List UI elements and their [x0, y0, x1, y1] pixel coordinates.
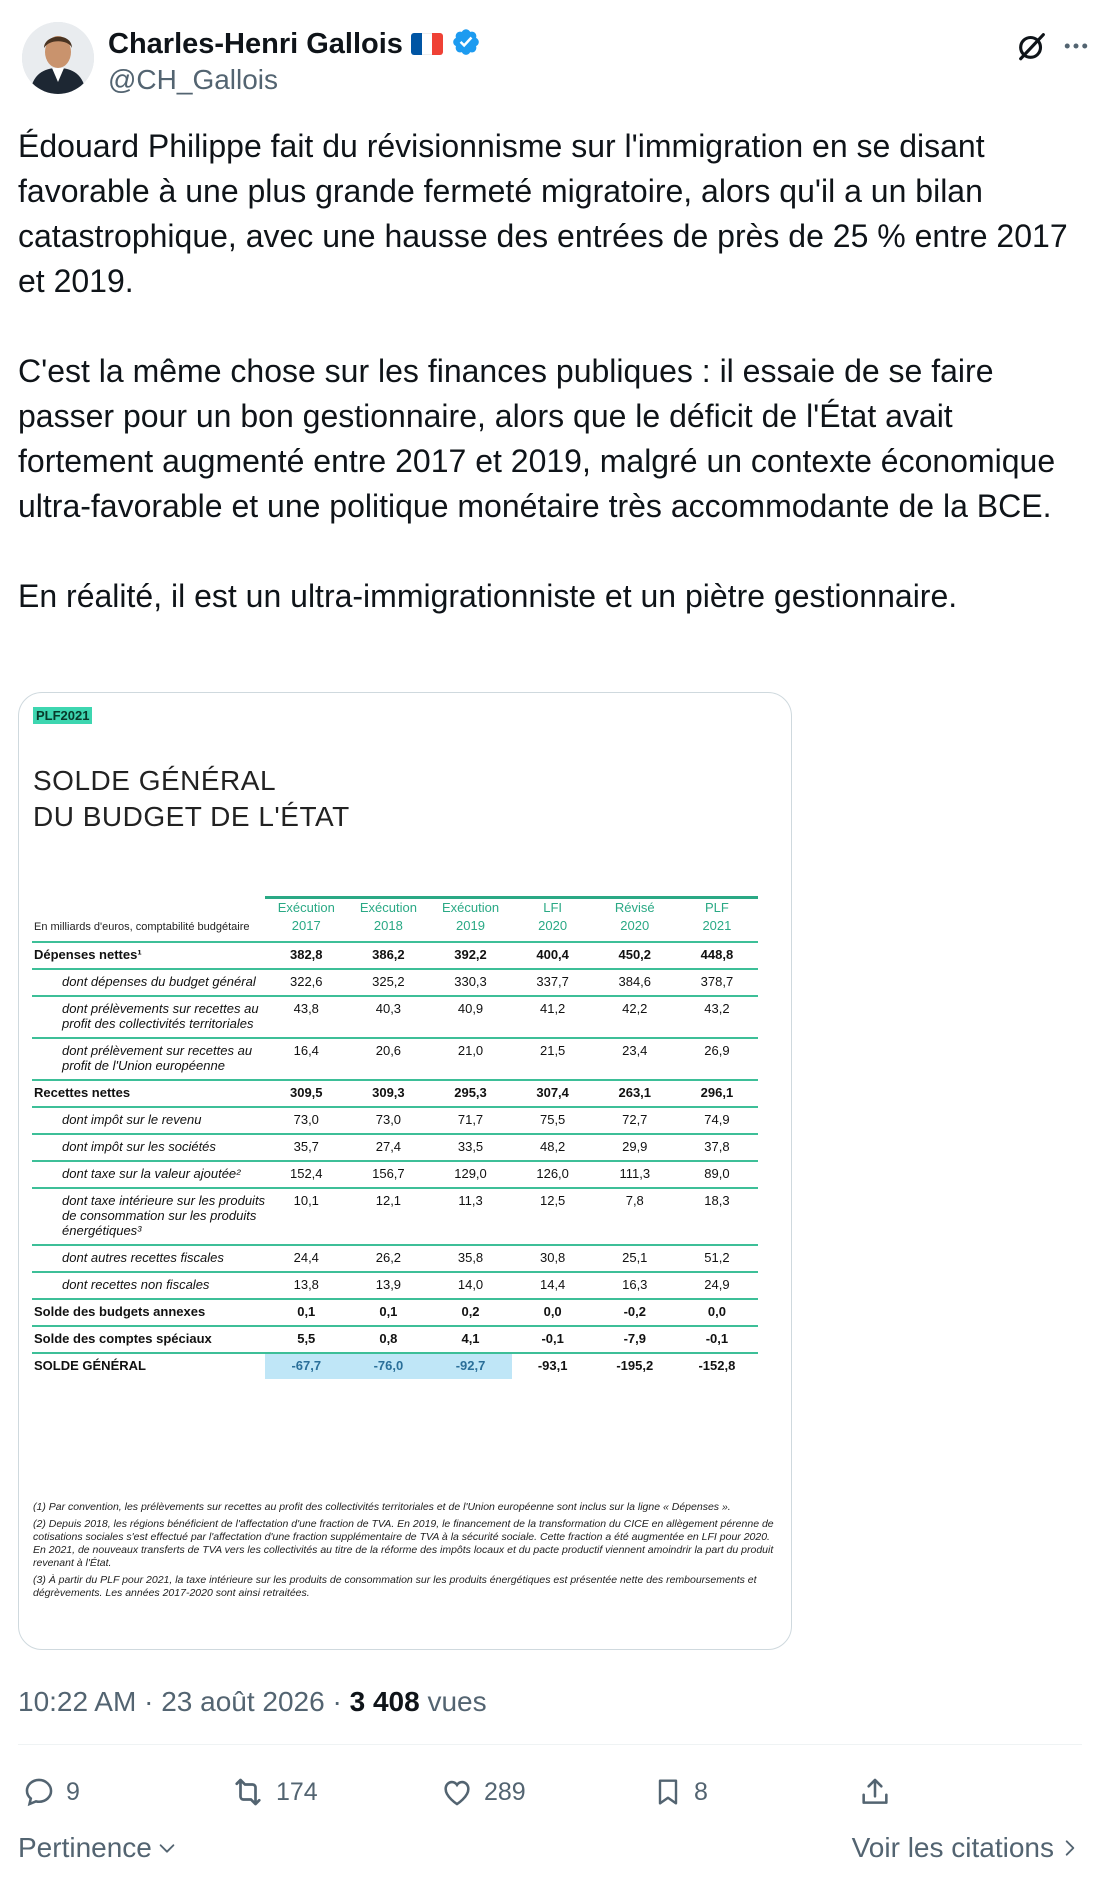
document-title-line2: DU BUDGET DE L'ÉTAT	[33, 801, 350, 832]
table-cell: -76,0	[347, 1353, 429, 1379]
table-cell: 7,8	[594, 1188, 676, 1245]
like-button[interactable]	[440, 1772, 526, 1812]
table-cell: 325,2	[347, 969, 429, 996]
sort-dropdown[interactable]	[18, 1832, 178, 1864]
table-cell: 20,6	[347, 1038, 429, 1080]
table-cell: 13,9	[347, 1272, 429, 1299]
budget-table	[32, 896, 758, 1379]
table-cell: 384,6	[594, 969, 676, 996]
table-cell: 330,3	[429, 969, 511, 996]
tweet-image[interactable]	[18, 692, 792, 1650]
row-label: dont autres recettes fiscales	[32, 1245, 265, 1272]
table-cell: 42,2	[594, 996, 676, 1038]
table-cell: -93,1	[512, 1353, 594, 1379]
table-cell: 33,5	[429, 1134, 511, 1161]
table-cell: 18,3	[676, 1188, 758, 1245]
table-row	[32, 1272, 758, 1299]
table-row	[32, 969, 758, 996]
table-cell: 35,7	[265, 1134, 347, 1161]
reply-count: 9	[66, 1777, 80, 1806]
table-cell: 73,0	[265, 1107, 347, 1134]
row-label: dont recettes non fiscales	[32, 1272, 265, 1299]
row-label: Recettes nettes	[32, 1080, 265, 1107]
table-cell: 307,4	[512, 1080, 594, 1107]
table-cell: 156,7	[347, 1161, 429, 1188]
view-count: 3 408	[349, 1686, 420, 1717]
column-header: Révisé 2020	[594, 898, 676, 943]
table-cell: -195,2	[594, 1353, 676, 1379]
author-row	[108, 24, 481, 64]
table-cell: 40,3	[347, 996, 429, 1038]
like-count: 289	[484, 1777, 526, 1806]
table-cell: 73,0	[347, 1107, 429, 1134]
table-row	[32, 1353, 758, 1379]
reply-icon	[22, 1775, 56, 1809]
table-row	[32, 1038, 758, 1080]
table-cell: 263,1	[594, 1080, 676, 1107]
column-header: Exécution 2017	[265, 898, 347, 943]
table-row	[32, 1107, 758, 1134]
footnotes	[33, 1501, 778, 1604]
table-cell: 0,2	[429, 1299, 511, 1326]
table-cell: 43,2	[676, 996, 758, 1038]
table-cell: 129,0	[429, 1161, 511, 1188]
table-cell: 14,0	[429, 1272, 511, 1299]
verified-badge-icon[interactable]	[451, 27, 481, 62]
france-flag-icon	[411, 33, 443, 55]
column-header: LFI 2020	[512, 898, 594, 943]
bookmark-icon	[652, 1775, 684, 1809]
column-header: PLF 2021	[676, 898, 758, 943]
table-cell: 309,5	[265, 1080, 347, 1107]
table-cell: 23,4	[594, 1038, 676, 1080]
table-row	[32, 1299, 758, 1326]
row-label: dont prélèvements sur recettes au profit des collectivités territoriales	[32, 996, 265, 1038]
document-title	[33, 763, 350, 835]
table-cell: 48,2	[512, 1134, 594, 1161]
chevron-down-icon	[156, 1837, 178, 1859]
avatar[interactable]	[22, 22, 94, 94]
column-header: Exécution 2019	[429, 898, 511, 943]
table-cell: -152,8	[676, 1353, 758, 1379]
table-cell: 40,9	[429, 996, 511, 1038]
row-label: Solde des budgets annexes	[32, 1299, 265, 1326]
table-row	[32, 1134, 758, 1161]
table-cell: 27,4	[347, 1134, 429, 1161]
row-label: dont impôt sur les sociétés	[32, 1134, 265, 1161]
table-cell: 26,9	[676, 1038, 758, 1080]
row-label: dont taxe intérieure sur les produits de consommation sur les produits énergétiques³	[32, 1188, 265, 1245]
table-cell: 35,8	[429, 1245, 511, 1272]
view-quotes-link[interactable]	[852, 1832, 1080, 1864]
author-handle[interactable]: @CH_Gallois	[108, 64, 279, 95]
sort-label: Pertinence	[18, 1832, 152, 1863]
table-row	[32, 1188, 758, 1245]
table-cell: 21,0	[429, 1038, 511, 1080]
row-label: dont prélèvement sur recettes au profit de l'Union européenne	[32, 1038, 265, 1080]
table-cell: 400,4	[512, 942, 594, 969]
table-row	[32, 1161, 758, 1188]
table-cell: 89,0	[676, 1161, 758, 1188]
table-cell: 450,2	[594, 942, 676, 969]
bookmark-button[interactable]	[652, 1772, 708, 1812]
table-cell: 337,7	[512, 969, 594, 996]
table-row	[32, 996, 758, 1038]
table-cell: 74,9	[676, 1107, 758, 1134]
view-quotes-label: Voir les citations	[851, 1832, 1054, 1863]
table-cell: 24,4	[265, 1245, 347, 1272]
table-cell: 13,8	[265, 1272, 347, 1299]
table-cell: 37,8	[676, 1134, 758, 1161]
table-cell: 5,5	[265, 1326, 347, 1353]
table-cell: -0,1	[512, 1326, 594, 1353]
table-cell: 11,3	[429, 1188, 511, 1245]
table-row	[32, 942, 758, 969]
tweet-text: Édouard Philippe fait du révisionnisme sur l'immigration en se disant favorable à une plus grande fermeté migratoire, alors qu'il a un bilan catastrophique, avec une hausse des entrées de près de 25 % entre 2017 et 2019. C'est la même chose sur les finances publiques : il essaie de se faire passer pour un bon gestionnaire, alors que le déficit de l'État avait fortement augmenté entre 2017 et 2019, malgré un contexte économique ultra-favorable et une politique monétaire très accommodante de la BCE. En réalité, il est un ultra-immigrationniste et un piètre gestionnaire.	[18, 128, 1068, 614]
views-label: vues	[419, 1686, 487, 1717]
table-cell: 16,4	[265, 1038, 347, 1080]
row-label: dont dépenses du budget général	[32, 969, 265, 996]
table-cell: 386,2	[347, 942, 429, 969]
row-label: Solde des comptes spéciaux	[32, 1326, 265, 1353]
table-cell: 322,6	[265, 969, 347, 996]
table-cell: 126,0	[512, 1161, 594, 1188]
table-cell: 152,4	[265, 1161, 347, 1188]
more-icon[interactable]	[1056, 26, 1096, 66]
author-name[interactable]: Charles-Henri Gallois	[108, 27, 403, 60]
table-row	[32, 1080, 758, 1107]
table-cell: -0,2	[594, 1299, 676, 1326]
table-cell: 12,1	[347, 1188, 429, 1245]
tweet-time[interactable]: 10:22 AM	[18, 1686, 137, 1717]
table-cell: 392,2	[429, 942, 511, 969]
table-cell: 0,1	[347, 1299, 429, 1326]
table-cell: 378,7	[676, 969, 758, 996]
chevron-right-icon	[1060, 1836, 1080, 1860]
divider	[18, 1744, 1082, 1745]
table-cell: 309,3	[347, 1080, 429, 1107]
table-cell: 12,5	[512, 1188, 594, 1245]
table-label-header: En milliards d'euros, comptabilité budgétaire	[34, 921, 250, 933]
footnote: (1) Par convention, les prélèvements sur recettes au profit des collectivités territoriales et de l'Union européenne sont inclus sur la ligne « Dépenses ».	[33, 1501, 731, 1513]
table-cell: -67,7	[265, 1353, 347, 1379]
table-row	[32, 1326, 758, 1353]
heart-icon	[440, 1775, 474, 1809]
share-icon	[858, 1775, 892, 1809]
repost-icon	[230, 1774, 266, 1810]
reply-button[interactable]	[22, 1772, 80, 1812]
table-cell: 0,1	[265, 1299, 347, 1326]
table-cell: 0,0	[676, 1299, 758, 1326]
tweet-meta: 10:22 AM · 23 août 2026 · 3 408 vues	[18, 1686, 487, 1717]
table-cell: 295,3	[429, 1080, 511, 1107]
bookmark-count: 8	[694, 1777, 708, 1806]
table-cell: 382,8	[265, 942, 347, 969]
table-cell: 14,4	[512, 1272, 594, 1299]
row-label: dont impôt sur le revenu	[32, 1107, 265, 1134]
table-cell: 296,1	[676, 1080, 758, 1107]
tweet-date[interactable]: 23 août 2026	[161, 1686, 325, 1717]
table-cell: 10,1	[265, 1188, 347, 1245]
table-cell: 24,9	[676, 1272, 758, 1299]
table-cell: 41,2	[512, 996, 594, 1038]
table-cell: -0,1	[676, 1326, 758, 1353]
table-cell: 26,2	[347, 1245, 429, 1272]
repost-button[interactable]	[230, 1772, 318, 1812]
document-tag: PLF2021	[33, 707, 92, 724]
table-cell: 72,7	[594, 1107, 676, 1134]
share-button[interactable]	[858, 1772, 892, 1812]
table-cell: 25,1	[594, 1245, 676, 1272]
table-cell: 30,8	[512, 1245, 594, 1272]
table-cell: 0,0	[512, 1299, 594, 1326]
repost-count: 174	[276, 1777, 318, 1806]
table-cell: 111,3	[594, 1161, 676, 1188]
footnote: (2) Depuis 2018, les régions bénéficient de l'affectation d'une fraction de TVA. En 2019, le financement de la transformation du CICE en allègement pérenne de cotisations sociales s'est effectué par l'affectation d'une fraction supplémentaire de TVA à la sécurité sociale. Cette fraction a été augmentée en LFI pour 2020. En 2021, de nouveaux transferts de TVA vers les collectivités au titre de la réforme des impôts locaux et du pacte productif viennent amoindrir la part du produit revenant à l'État.	[33, 1518, 774, 1569]
table-cell: -7,9	[594, 1326, 676, 1353]
row-label: Dépenses nettes¹	[32, 942, 265, 969]
document-title-line1: SOLDE GÉNÉRAL	[33, 765, 277, 796]
table-row	[32, 1245, 758, 1272]
table-cell: 29,9	[594, 1134, 676, 1161]
table-header-row	[32, 898, 758, 943]
table-cell: 0,8	[347, 1326, 429, 1353]
table-cell: 448,8	[676, 942, 758, 969]
row-label: SOLDE GÉNÉRAL	[32, 1353, 265, 1379]
table-cell: 51,2	[676, 1245, 758, 1272]
grok-icon[interactable]	[1012, 26, 1052, 66]
table-cell: 21,5	[512, 1038, 594, 1080]
table-cell: -92,7	[429, 1353, 511, 1379]
table-cell: 71,7	[429, 1107, 511, 1134]
table-cell: 16,3	[594, 1272, 676, 1299]
table-cell: 43,8	[265, 996, 347, 1038]
table-cell: 4,1	[429, 1326, 511, 1353]
footnote: (3) À partir du PLF pour 2021, la taxe intérieure sur les produits de consommation sur les produits énergétiques est présentée nette des remboursements et dégrèvements. Les années 2017-2020 sont ainsi retraitées.	[33, 1574, 757, 1599]
table-cell: 75,5	[512, 1107, 594, 1134]
column-header: Exécution 2018	[347, 898, 429, 943]
row-label: dont taxe sur la valeur ajoutée²	[32, 1161, 265, 1188]
